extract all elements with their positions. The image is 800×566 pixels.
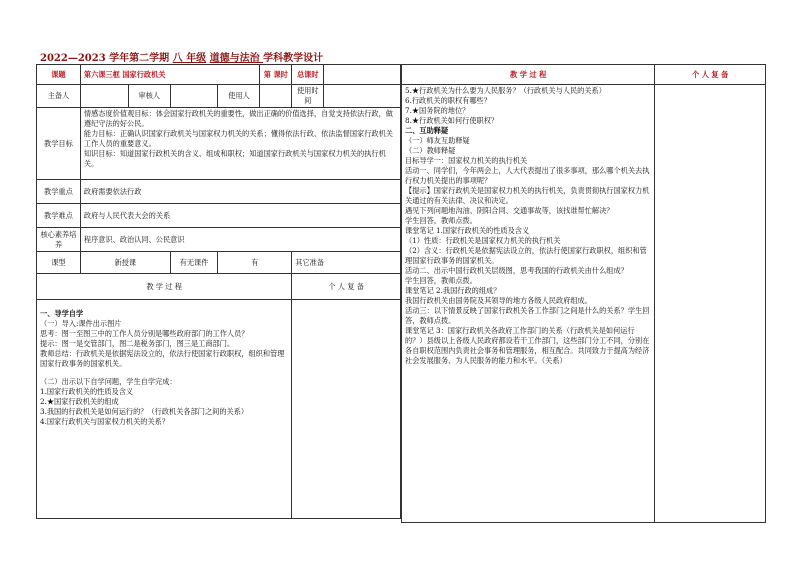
topic-value: 第六课三框 国家行政机关: [80, 65, 259, 85]
process-line: 思考：图一至图三中的工作人员分别是哪些政府部门的工作人员？: [40, 329, 249, 338]
process-line: [40, 369, 288, 377]
user-value: [260, 85, 292, 108]
process-line: 学生回答，教师点拨。: [405, 276, 477, 285]
section-heading-mutual-help: 二、互助释疑: [405, 126, 449, 135]
process-line: （二）出示以下自学问题，学生自学完成：: [40, 377, 177, 386]
other-prep-label: 其它准备: [292, 252, 401, 274]
question-line: 8.★行政机关如何行使职权？: [405, 116, 499, 125]
subheading: （一）师友互助释疑: [405, 136, 470, 145]
goal-emotion: 情感态度价值观目标：体会国家行政机关的重要性，做出正确的价值选择，自觉支持依法行政，做遵纪守法的好公民。: [83, 109, 393, 128]
goals-content: [80, 108, 400, 180]
process-line: 1.国家行政机关的性质及含义: [40, 387, 134, 396]
period-label: 第 课时: [260, 65, 292, 85]
key-points-label: 教学重点: [37, 180, 81, 204]
difficulties-label: 教学难点: [37, 204, 81, 228]
left-review-content: [292, 300, 401, 519]
process-line: 课堂笔记 2.我国行政的组成？: [405, 286, 501, 295]
process-line: （2）含义：行政机关是依据宪法设立的，依法行使国家行政职权，组织和管理国家行政事务的国家机关。: [405, 246, 647, 265]
time-label: 使用时间: [292, 85, 324, 108]
teaching-process-table: [401, 64, 766, 523]
literacy-label: 核心素养培养: [37, 228, 81, 252]
process-line: （一）导入:课件出示图片: [40, 319, 122, 328]
courseware-value: 有: [218, 252, 292, 274]
process-line: 4.国家行政机关与国家权力机关的关系？: [40, 417, 170, 426]
section-heading-guided-study: 一、导学自学: [40, 309, 84, 318]
process-line: 提示：图一是交管部门，图二是税务部门，图三是工商部门。: [40, 339, 235, 348]
right-process-label: 教 学 过 程: [402, 65, 655, 85]
process-line: 课堂笔记 3：国家行政机关各政府工作部门的关系（行政机关是如何运行的？）县级以上各级人民政府都设若干工作部门，这些部门分工不同，分别在各自职权范围内负责社会事务和管理服务，相互配合。共同致力于提高为经济社会发展服务、为人民服务的能力和水平。（关系）: [405, 326, 650, 365]
title-grade: 八 年级: [172, 53, 207, 64]
process-line: 目标导学一：国家权力机关的执行机关: [405, 156, 528, 165]
lesson-type-value: 新授课: [80, 252, 170, 274]
time-value: [324, 85, 401, 108]
left-review-label: 个 人 复 备: [292, 274, 401, 300]
preparer-label: 主备人: [37, 85, 81, 108]
goal-knowledge: 知识目标：知道国家行政机关的含义、组成和职权；知道国家行政机关与国家权力机关的执行机关。: [83, 149, 386, 168]
document-title: [40, 49, 323, 64]
process-line: 活动一、同学们，今年两会上，人大代表提出了很多事项，那么哪个机关去执行权力机关提出的事项呢？: [405, 166, 650, 185]
title-suffix: 学科教学设计: [263, 53, 324, 64]
lesson-type-label: 课型: [37, 252, 81, 274]
process-line: （1）性质：行政机关是国家权力机关的执行机关: [405, 236, 561, 245]
right-review-label: 个 人 复 备: [655, 65, 766, 85]
title-subject: 道德与法治: [209, 53, 264, 64]
process-line: 我国行政机关由国务院及其领导的地方各级人民政府组成。: [405, 296, 592, 305]
preparer-value: [80, 85, 128, 108]
question-line: 6.行政机关的职权有哪些？: [405, 96, 491, 105]
topic-label: 课题: [37, 65, 81, 85]
reviewer-label: 审核人: [128, 85, 170, 108]
reviewer-value: [170, 85, 218, 108]
process-line: 2.★国家行政机关的组成: [40, 397, 119, 406]
question-line: 5.★行政机关为什么要为人民服务？（行政机关与人民的关系）: [405, 86, 606, 95]
left-process-label: 教 学 过 程: [37, 274, 292, 300]
question-line: 7.★国务院的地位？: [405, 106, 470, 115]
process-line: 活动三：以下情景反映了国家行政机关各工作部门之间是什么的关系？学生回答，教师点拨。: [405, 306, 650, 325]
right-review-content: [655, 85, 766, 523]
goals-label: 教学目标: [37, 108, 81, 180]
literacy-value: 程序意识、政治认同、公民意识: [80, 228, 400, 252]
difficulties-value: 政府与人民代表大会的关系: [80, 204, 400, 228]
left-process-content: [37, 300, 292, 519]
process-line: 【提示】国家行政机关是国家权力机关的执行机关，负责贯彻执行国家权力机关通过的有关法律、决议和决定。: [405, 186, 650, 205]
total-period-value: [324, 65, 401, 85]
process-line: 课堂笔记 1.国家行政机关的性质及含义: [405, 226, 530, 235]
process-line: 3.我国的行政机关是如何运行的？（行政机关各部门之间的关系）: [40, 407, 249, 416]
right-process-content: [402, 85, 655, 523]
user-label: 使用人: [218, 85, 260, 108]
process-line: 活动二、出示中国行政机关层级图，思考我国的行政机关由什么组成？: [405, 266, 628, 275]
total-period-label: 总课时: [292, 65, 324, 85]
courseware-label: 有无课件: [170, 252, 218, 274]
process-line: 学生回答，教师点拨。: [405, 216, 477, 225]
goal-ability: 能力目标：正确认识国家行政机关与国家权力机关的关系；懂得依法行政、依法监督国家行政机关工作人员的重要意义。: [83, 129, 393, 148]
process-line: 遇见下列问题地沟油、阴阳合同、交通事故等，该找谁帮忙解决？: [405, 206, 614, 215]
title-prefix: 2022—2023 学年第二学期: [40, 53, 173, 64]
subheading: （二）教师释疑: [405, 146, 456, 155]
process-line: 教师总结：行政机关是依据宪法设立的，依法行使国家行政职权，组织和管理国家行政事务的国家机关。: [40, 349, 285, 368]
key-points-value: 政府需要依法行政: [80, 180, 400, 204]
lesson-info-table: [36, 64, 401, 519]
